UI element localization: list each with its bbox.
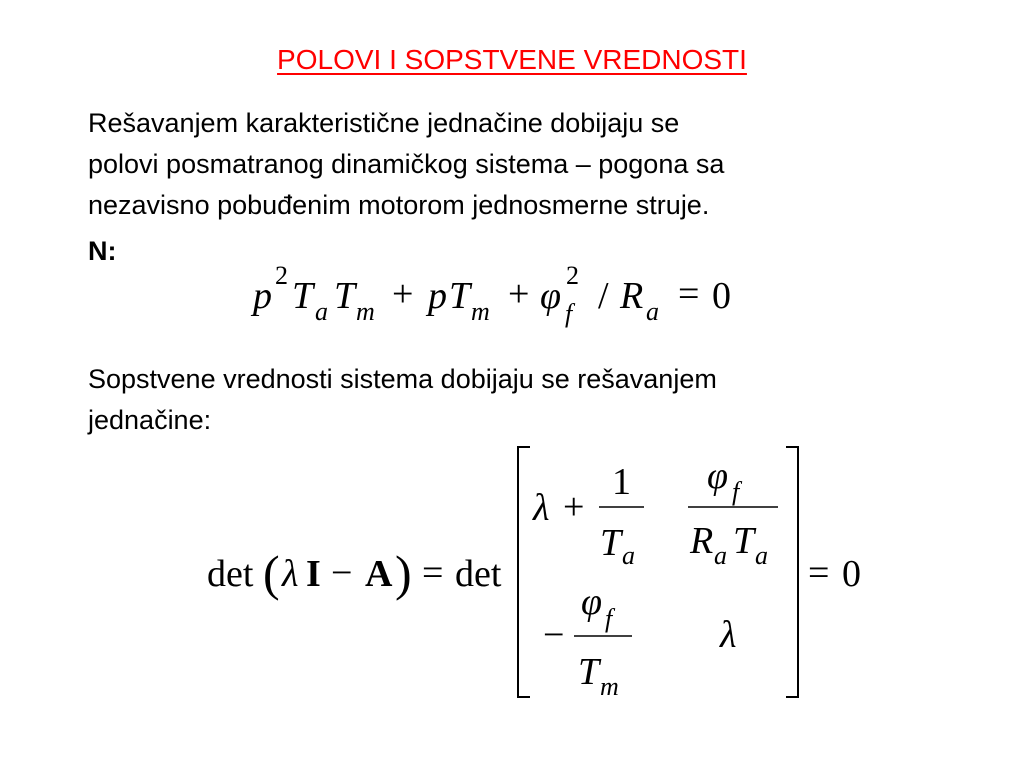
- eq1-R: R: [620, 275, 644, 317]
- page-title: POLOVI I SOPSTVENE VREDNOSTI: [277, 44, 747, 75]
- eq1-slash: /: [598, 275, 609, 317]
- eq1-T-m-2: T: [449, 275, 471, 317]
- cell12-R: R: [690, 520, 714, 562]
- cell12-T: T: [733, 520, 755, 562]
- eq2-det-left: det: [207, 553, 254, 595]
- eq1-T-m: T: [334, 275, 356, 317]
- eq1-phi: φ: [540, 275, 562, 317]
- cell11-sub-a: a: [622, 541, 635, 570]
- cell22-lambda: λ: [720, 614, 737, 656]
- cell11-T: T: [600, 522, 622, 564]
- eq1-sub-f: f: [565, 299, 573, 328]
- eq1-sub-a-2: a: [646, 297, 659, 326]
- cell11-numerator-1: 1: [612, 461, 631, 503]
- cell12-sub-a-2: a: [755, 541, 768, 570]
- eq2-det-right: det: [455, 553, 502, 595]
- eq2-identity-I: I: [306, 553, 321, 595]
- second-line-2: jednačine:: [88, 405, 212, 435]
- eq1-equals: =: [678, 273, 700, 315]
- cell21-sub-m: m: [600, 672, 619, 701]
- eq1-exponent-2b: 2: [566, 261, 579, 290]
- eq1-T-a: T: [292, 275, 314, 317]
- matrix-right-bracket: [786, 447, 798, 697]
- eq2-lambda-left: λ: [282, 553, 299, 595]
- cell12-sub-a: a: [714, 541, 727, 570]
- eq1-sub-m: m: [356, 297, 375, 326]
- intro-line-1: Rešavanjem karakteristične jednačine dobijaju se: [88, 108, 680, 138]
- cell12-sub-f: f: [732, 477, 740, 506]
- eq2-minus: −: [331, 552, 353, 594]
- intro-line-2: polovi posmatranog dinamičkog sistema – pogona sa: [88, 149, 725, 179]
- eq1-plus-2: +: [508, 273, 530, 315]
- eq2-right-paren: ): [395, 545, 412, 601]
- eq1-sub-a: a: [315, 297, 328, 326]
- eq1-sub-m-2: m: [471, 297, 490, 326]
- cell21-minus: −: [543, 614, 565, 656]
- cell21-phi: φ: [581, 581, 603, 623]
- eq1-exponent-2: 2: [275, 261, 288, 290]
- second-line-1: Sopstvene vrednosti sistema dobijaju se rešavanjem: [88, 364, 717, 394]
- eq1-zero: 0: [712, 275, 731, 317]
- intro-line-3: nezavisno pobuđenim motorom jednosmerne struje.: [88, 190, 710, 220]
- cell21-sub-f: f: [605, 604, 613, 633]
- eq1-p: p: [253, 275, 272, 317]
- eq1-p-2: p: [428, 275, 447, 317]
- eq2-equals-1: =: [422, 552, 444, 594]
- eq2-matrix-A: A: [365, 553, 393, 595]
- label-n: N:: [88, 236, 117, 266]
- eq2-equals-2: =: [808, 552, 830, 594]
- eq1-plus-1: +: [392, 273, 414, 315]
- cell21-T: T: [578, 651, 600, 693]
- eq2-zero: 0: [842, 553, 861, 595]
- cell11-plus: +: [563, 486, 585, 528]
- eq2-left-paren: (: [263, 545, 280, 601]
- matrix-left-bracket: [518, 447, 530, 697]
- cell12-phi: φ: [707, 455, 729, 497]
- cell11-lambda: λ: [533, 487, 550, 529]
